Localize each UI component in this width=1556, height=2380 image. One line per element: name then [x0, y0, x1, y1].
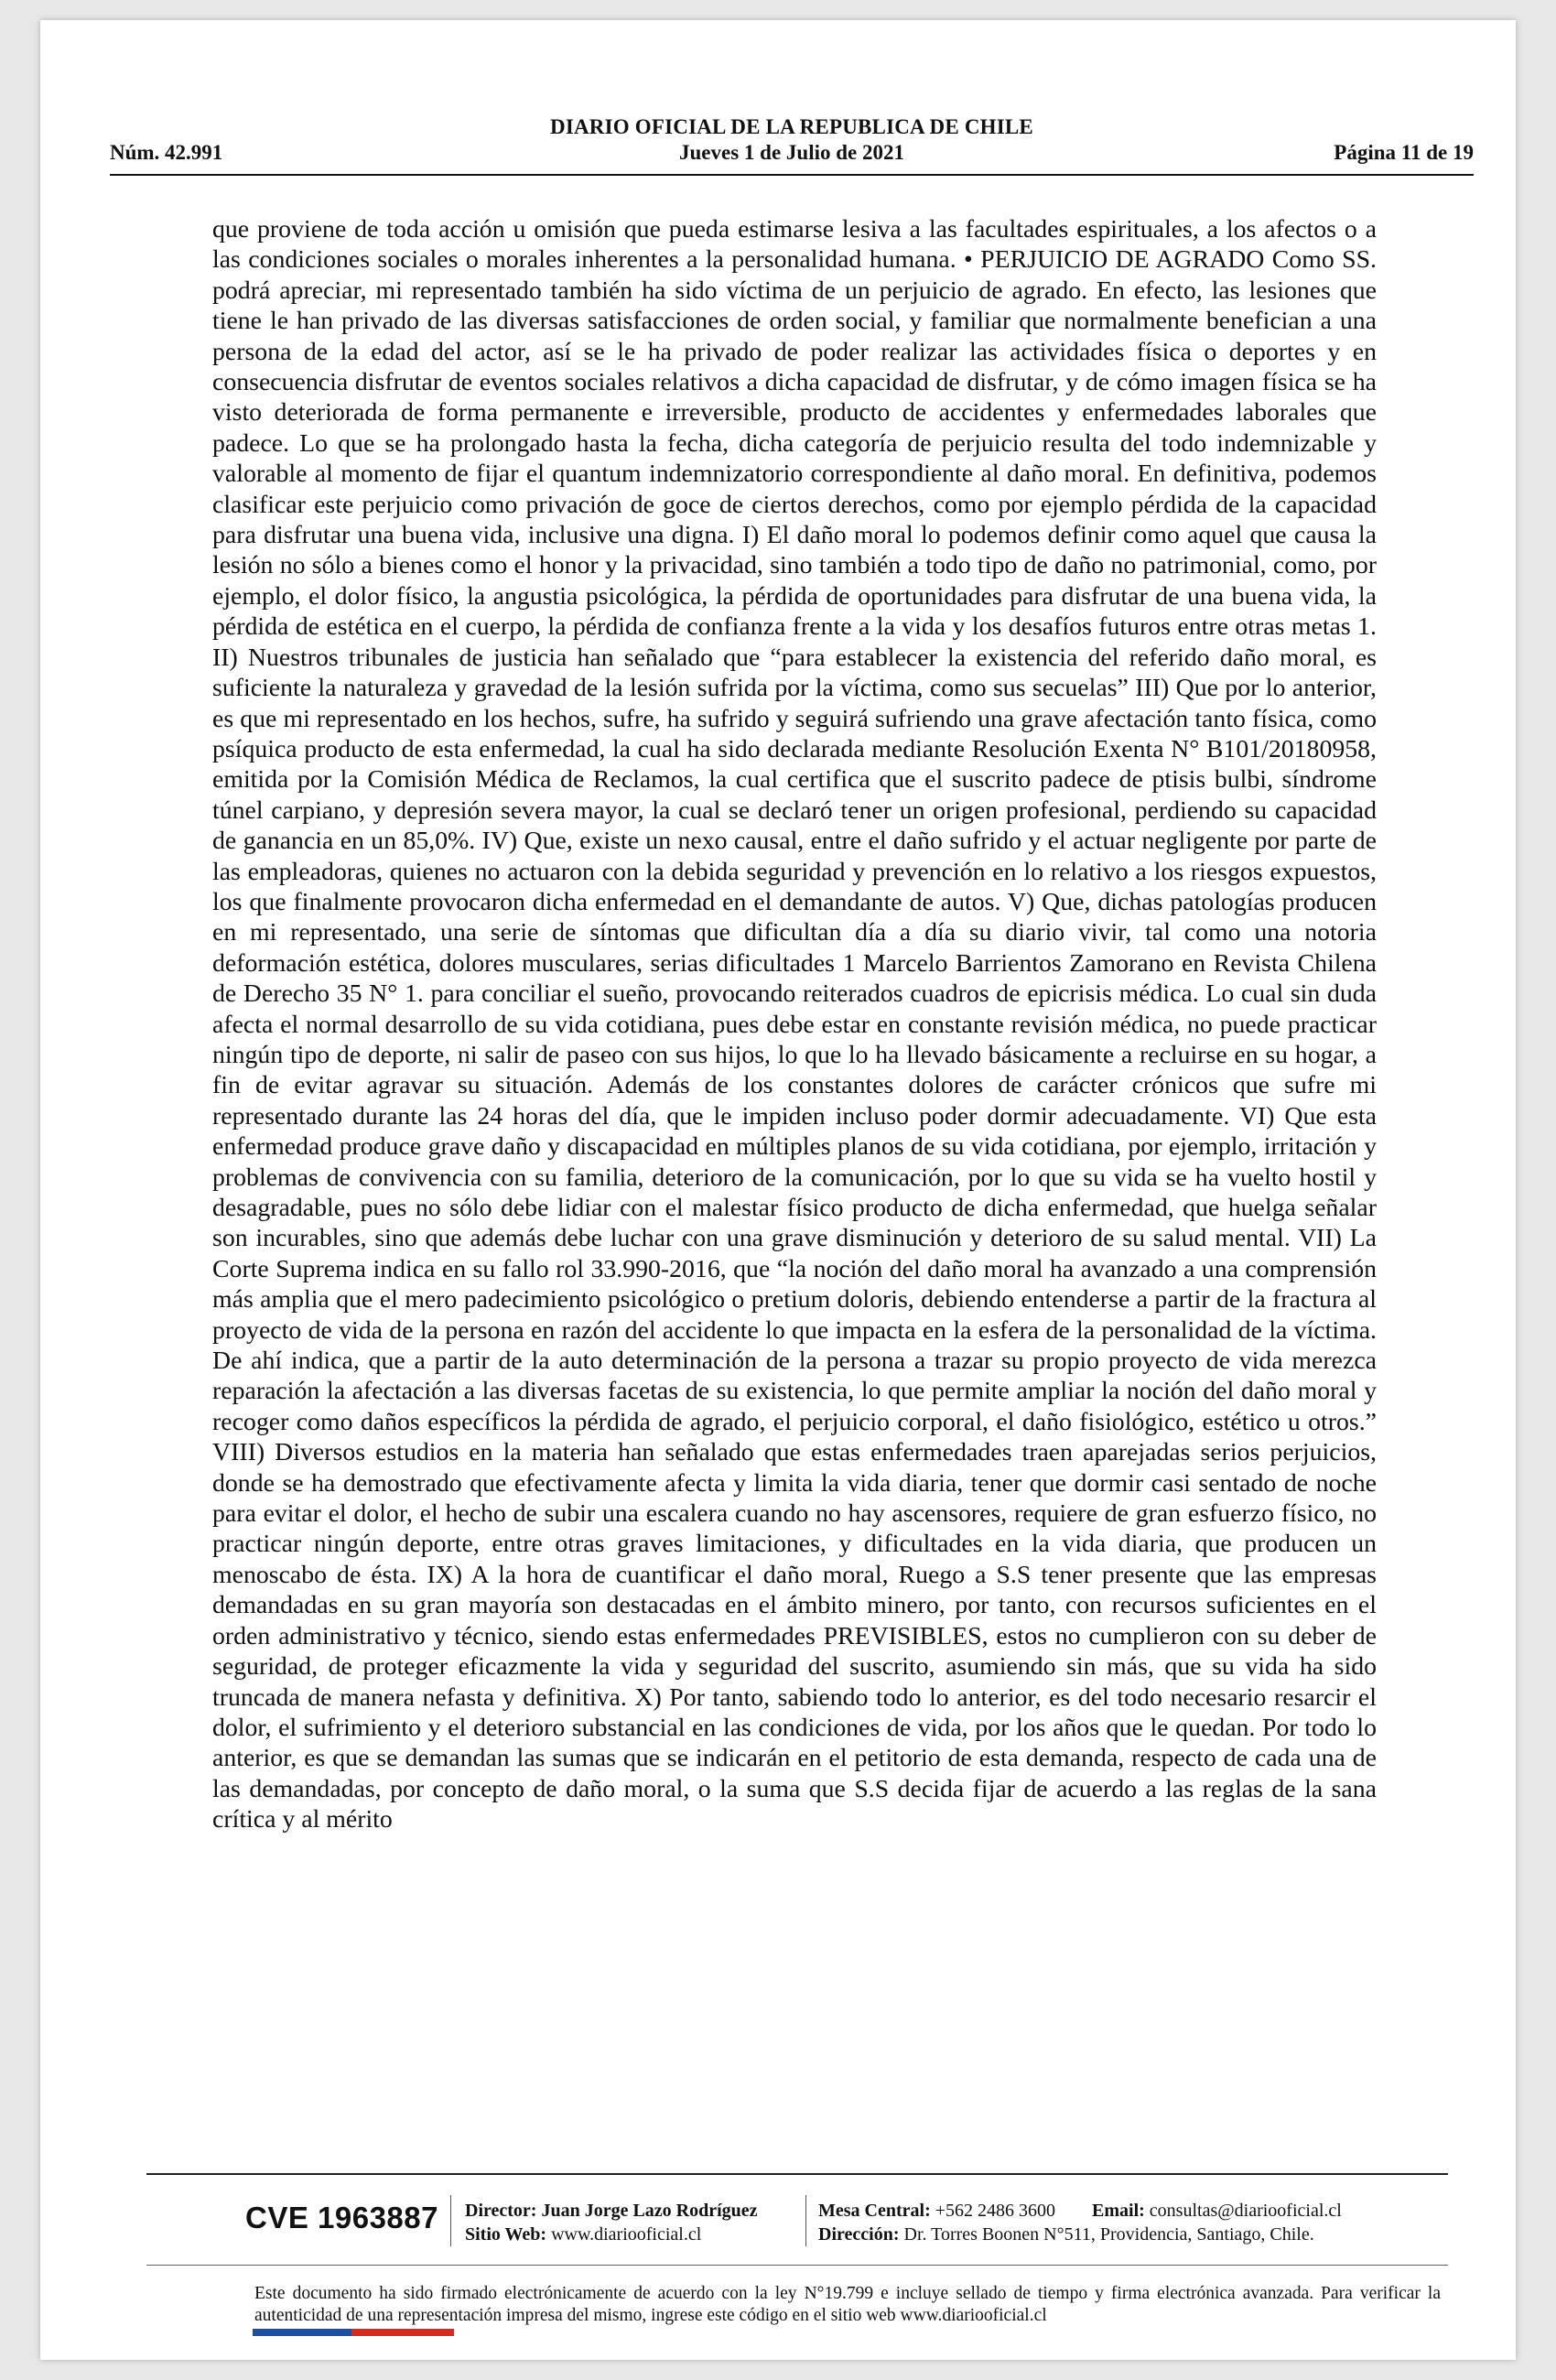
address-text: Dr. Torres Boonen N°511, Providencia, Santiago, Chile.	[903, 2224, 1314, 2245]
publication-title: DIARIO OFICIAL DE LA REPUBLICA DE CHILE	[550, 115, 1033, 138]
email-address[interactable]: consultas@diariooficial.cl	[1149, 2201, 1342, 2221]
director-line	[465, 2199, 758, 2223]
phone-label: Mesa Central:	[818, 2201, 931, 2221]
website-link[interactable]: www.diariooficial.cl	[551, 2224, 702, 2245]
footer-director-column	[465, 2199, 758, 2246]
footer-contact-column	[818, 2199, 1459, 2246]
page-footer	[110, 2173, 1485, 2356]
cve-code: CVE 1963887	[245, 2201, 438, 2234]
page-indicator: Página 11 de 19	[1334, 141, 1474, 164]
page-header	[110, 93, 1474, 178]
flag-stripe	[253, 2329, 454, 2336]
website-label: Sitio Web:	[465, 2224, 547, 2245]
email-label: Email:	[1092, 2201, 1145, 2221]
footer-separator	[450, 2195, 451, 2246]
footer-divider	[146, 2265, 1448, 2266]
footer-separator	[805, 2195, 806, 2246]
document-page	[40, 20, 1516, 2360]
header-info-row	[110, 141, 1474, 168]
director-label: Director:	[465, 2201, 537, 2221]
phone-number: +562 2486 3600	[935, 2201, 1056, 2221]
stripe-blue	[253, 2329, 351, 2336]
contact-line	[818, 2199, 1459, 2223]
publication-date: Jueves 1 de Julio de 2021	[679, 141, 904, 164]
legal-notice: Este documento ha sido firmado electrónicamente de acuerdo con la ley N°19.799 e incluye sellado de tiempo y firma electrónica avanzada. Para verificar la autenticidad de una representación impresa del mismo, ingrese este código en el sitio web www.diariooficial.cl	[254, 2284, 1441, 2325]
address-line	[818, 2223, 1459, 2246]
issue-number: Núm. 42.991	[110, 141, 223, 164]
website-line	[465, 2223, 758, 2246]
body-paragraph: que proviene de toda acción u omisión que pueda estimarse lesiva a las facultades espirituales, a los afectos o a las condiciones sociales o morales inherentes a la personalidad humana. • PERJUICIO DE AGRADO Como SS. podrá apreciar, mi representado también ha sido víctima de un perjuicio de agrado. En efecto, las lesiones que tiene le han privado de las diversas satisfacciones de orden social, y familiar que normalmente benefician a una persona de la edad del actor, así se le ha privado de poder realizar las actividades física o deportes y en consecuencia disfrutar de eventos sociales relativos a dicha capacidad de disfrutar, y de cómo imagen física se ha visto deteriorada de forma permanente e irreversible, producto de accidentes y enfermedades laborales que padece. Lo que se ha prolongado hasta la fecha, dicha categoría de perjuicio resulta del todo indemnizable y valorable al momento de fijar el quantum indemnizatorio correspondiente al daño moral. En definitiva, podemos clasificar este perjuicio como privación de goce de ciertos derechos, como por ejemplo pérdida de la capacidad para disfrutar una buena vida, inclusive una digna. I) El daño moral lo podemos definir como aquel que causa la lesión no sólo a bienes como el honor y la privacidad, sino también a todo tipo de daño no patrimonial, como, por ejemplo, el dolor físico, la angustia psicológica, la pérdida de oportunidades para disfrutar de una buena vida, la pérdida de estética en el cuerpo, la pérdida de confianza frente a la vida y los desafíos futuros entre otras metas 1. II) Nuestros tribunales de justicia han señalado que “para establecer la existencia del referido daño moral, es suficiente la naturaleza y gravedad de la lesión sufrida por la víctima, como sus secuelas” III) Que por lo anterior, es que mi representado en los hechos, sufre, ha sufrido y seguirá sufriendo una grave afectación tanto física, como psíquica producto de esta enfermedad, la cual ha sido declarada mediante Resolución Exenta N° B101/20180958, emitida por la Comisión Médica de Reclamos, la cual certifica que el suscrito padece de ptisis bulbi, síndrome túnel carpiano, y depresión severa mayor, la cual se declaró tener un origen profesional, perdiendo su capacidad de ganancia en un 85,0%. IV) Que, existe un nexo causal, entre el daño sufrido y el actuar negligente por parte de las empleadoras, quienes no actuaron con la debida seguridad y prevención en lo relativo a los riesgos expuestos, los que finalmente provocaron dicha enfermedad en el demandante de autos. V) Que, dichas patologías producen en mi representado, una serie de síntomas que dificultan día a día su diario vivir, tal como una notoria deformación estética, dolores musculares, serias dificultades 1 Marcelo Barrientos Zamorano en Revista Chilena de Derecho 35 N° 1. para conciliar el sueño, provocando reiterados cuadros de epicrisis médica. Lo cual sin duda afecta el normal desarrollo de su vida cotidiana, pues debe estar en constante revisión médica, no puede practicar ningún tipo de deporte, ni salir de paseo con sus hijos, lo que lo ha llevado básicamente a recluirse en su hogar, a fin de evitar agravar su situación. Además de los constantes dolores de carácter crónicos que sufre mi representado durante las 24 horas del día, que le impiden incluso poder dormir adecuadamente. VI) Que esta enfermedad produce grave daño y discapacidad en múltiples planos de su vida cotidiana, por ejemplo, irritación y problemas de convivencia con su familia, deterioro de la comunicación, por lo que su vida se ha vuelto hostil y desagradable, pues no sólo debe lidiar con el malestar físico producto de dicha enfermedad, que huelga señalar son incurables, sino que además debe luchar con una grave disminución y deterioro de su salud mental. VII) La Corte Suprema indica en su fallo rol 33.990-2016, que “la noción del daño moral ha avanzado a una comprensión más amplia que el mero padecimiento psicológico o pretium doloris, debiendo entenderse a partir de la fractura al proyecto de vida de la persona en razón del accidente lo que impacta en la esfera de la personalidad de la víctima. De ahí indica, que a partir de la auto determinación de la persona a trazar su propio proyecto de vida merezca reparación la afectación a las diversas facetas de su existencia, lo que permite ampliar la noción del daño moral y recoger como daños específicos la pérdida de agrado, el perjuicio corporal, el daño fisiológico, estético u otros.” VIII) Diversos estudios en la materia han señalado que estas enfermedades traen aparejadas serios perjuicios, donde se ha demostrado que efectivamente afecta y limita la vida diaria, tener que dormir casi sentado de noche para evitar el dolor, el hecho de subir una escalera cuando no hay ascensores, requiere de gran esfuerzo físico, no practicar ningún deporte, entre otras graves limitaciones, y dificultades en la vida diaria, que producen un menoscabo de ésta. IX) A la hora de cuantificar el daño moral, Ruego a S.S tener presente que las empresas demandadas en su gran mayoría son destacadas en el ámbito minero, por tanto, con recursos suficientes en el orden administrativo y técnico, siendo estas enfermedades PREVISIBLES, estos no cumplieron con su deber de seguridad, de proteger eficazmente la vida y seguridad del suscrito, asumiendo sin más, que su vida ha sido truncada de manera nefasta y definitiva. X) Por tanto, sabiendo todo lo anterior, es del todo necesario resarcir el dolor, el sufrimiento y el deterioro substancial en las condiciones de vida, por los años que le quedan. Por todo lo anterior, es que se demandan las sumas que se indicarán en el petitorio de esta demanda, respecto de cada una de las demandadas, por concepto de daño moral, o la suma que S.S decida fijar de acuerdo a las reglas de la sana crítica y al mérito	[212, 215, 1377, 1834]
address-label: Dirección:	[818, 2224, 900, 2245]
header-rule	[110, 174, 1474, 176]
director-name: Juan Jorge Lazo Rodríguez	[541, 2201, 758, 2221]
footer-top-rule	[146, 2173, 1448, 2175]
stripe-red	[351, 2329, 454, 2336]
